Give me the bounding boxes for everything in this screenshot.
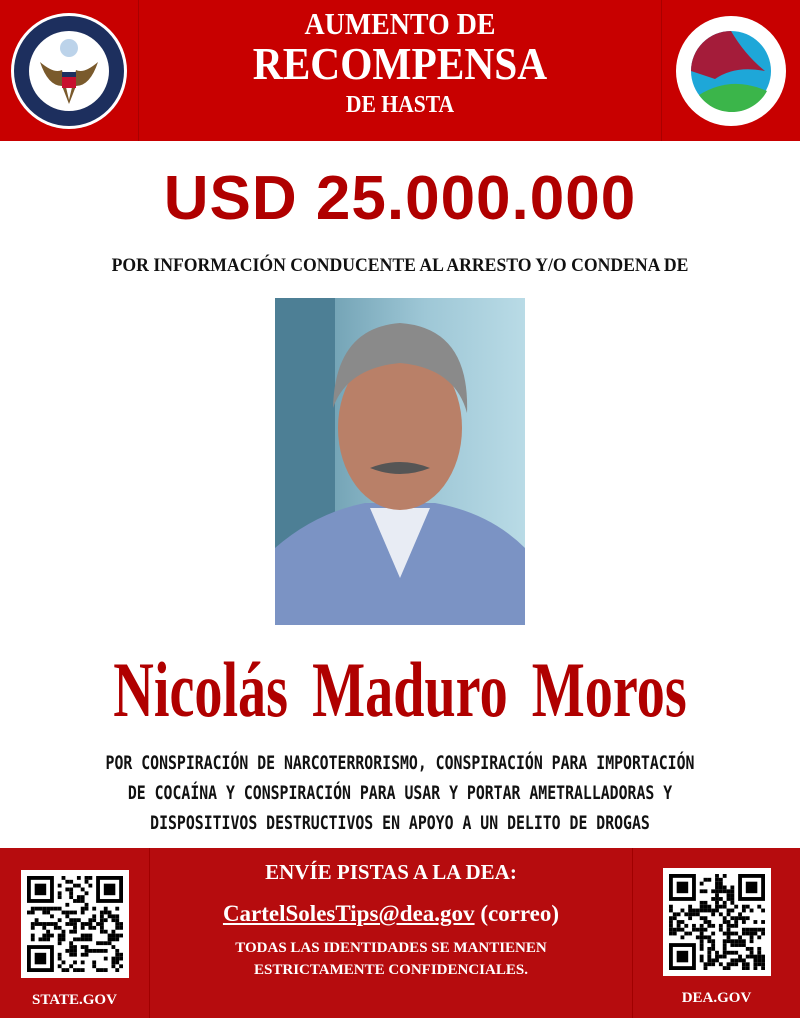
dea-qr-code[interactable] bbox=[663, 868, 771, 976]
tips-email-link[interactable]: CartelSolesTips@dea.gov bbox=[222, 901, 475, 926]
header-line-1: AUMENTO DE bbox=[304, 6, 496, 41]
qr-code-icon bbox=[27, 876, 123, 972]
dea-qr-section bbox=[632, 848, 800, 1018]
header-line-2: RECOMPENSA bbox=[252, 38, 548, 89]
state-qr-section bbox=[0, 848, 150, 1018]
portrait-image bbox=[275, 298, 525, 625]
confidential-line-2: ESTRICTAMENTE CONFIDENCIALES. bbox=[254, 962, 528, 978]
reward-amount: USD 25.000.000 bbox=[163, 164, 637, 233]
tips-heading: ENVÍE PISTAS A LA DEA: bbox=[265, 860, 517, 884]
dea-seal-icon bbox=[675, 15, 787, 127]
state-department-seal-icon bbox=[10, 12, 128, 130]
state-gov-label: STATE.GOV bbox=[32, 992, 117, 1008]
header-title bbox=[139, 0, 661, 141]
confidential-line-1: TODAS LAS IDENTIDADES SE MANTIENEN bbox=[235, 940, 547, 956]
header-band bbox=[0, 0, 800, 141]
charges-line: POR CONSPIRACIÓN DE NARCOTERRORISMO, CONSPIRACIÓN PARA IMPORTACIÓN bbox=[105, 752, 695, 774]
header-line-3: DE HASTA bbox=[345, 92, 455, 118]
dea-gov-label: DEA.GOV bbox=[681, 990, 752, 1006]
state-seal-container bbox=[0, 0, 139, 141]
state-qr-code[interactable] bbox=[21, 870, 129, 978]
charges-line: DISPOSITIVOS DESTRUCTIVOS EN APOYO A UN DELITO DE DROGAS bbox=[150, 812, 650, 834]
charges-text bbox=[0, 748, 800, 838]
dea-seal-container bbox=[661, 0, 800, 141]
qr-code-icon bbox=[669, 874, 765, 970]
footer-band bbox=[0, 848, 800, 1018]
email-note: (correo) bbox=[480, 901, 560, 926]
tips-section bbox=[150, 848, 632, 1018]
subject-photo bbox=[275, 298, 525, 625]
reward-lead-text: POR INFORMACIÓN CONDUCENTE AL ARRESTO Y/O CONDENA DE bbox=[111, 255, 689, 276]
charges-line: DE COCAÍNA Y CONSPIRACIÓN PARA USAR Y PORTAR AMETRALLADORAS Y bbox=[127, 782, 673, 804]
subject-name: Nicolás Maduro Moros bbox=[113, 646, 687, 733]
